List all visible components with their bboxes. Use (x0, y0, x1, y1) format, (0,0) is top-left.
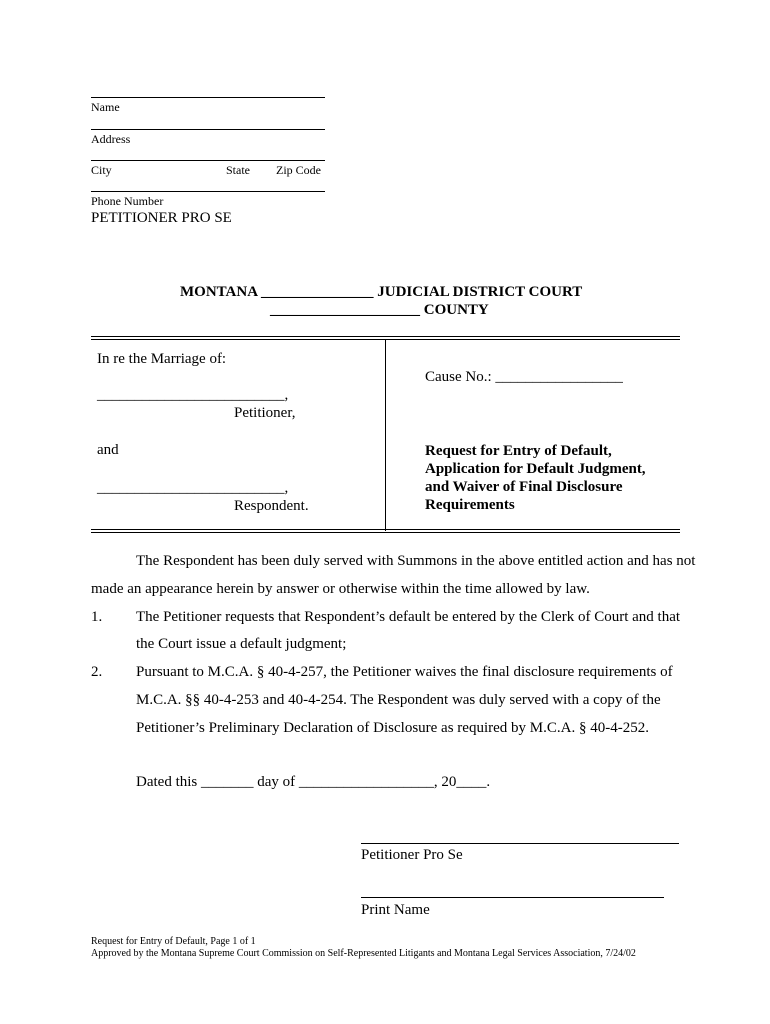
item-1-number: 1. (91, 609, 103, 625)
item-2-line-1: Pursuant to M.C.A. § 40-4-257, the Petitioner waives the final disclosure requirements of (136, 664, 673, 680)
dated-line: Dated this _______ day of __________________, 20____. (136, 774, 491, 790)
county-label: COUNTY (423, 302, 489, 318)
print-name-line (361, 897, 664, 898)
court-line-2 (270, 302, 489, 319)
doc-title-line-4: Requirements (425, 497, 515, 513)
doc-title-line-2: Application for Default Judgment, (425, 461, 646, 477)
zip-label: Zip Code (276, 163, 321, 177)
item-1-line-1: The Petitioner requests that Respondent’s default be entered by the Clerk of Court and that (136, 609, 681, 625)
phone-line (91, 191, 325, 192)
caption-divider (385, 340, 386, 531)
print-name-label: Print Name (361, 902, 430, 918)
respondent-blank: _________________________, (97, 480, 289, 496)
doc-title-line-3: and Waiver of Final Disclosure (425, 479, 623, 495)
caption-bottom-rule-2 (91, 532, 680, 533)
footer-approval: Approved by the Montana Supreme Court Commission on Self-Represented Litigants and Montana Legal Services Association, 7/24/02 (91, 948, 636, 959)
city-line (91, 160, 325, 161)
item-2-line-2: M.C.A. §§ 40-4-253 and 40-4-254. The Respondent was duly served with a copy of the (136, 692, 661, 708)
petitioner-signature-line (361, 843, 679, 844)
caption-bottom-rule-1 (91, 529, 680, 530)
item-1-line-2: the Court issue a default judgment; (136, 636, 347, 652)
footer-page-info: Request for Entry of Default, Page 1 of 1 (91, 936, 256, 947)
name-line (91, 97, 325, 98)
and-label: and (97, 442, 119, 458)
address-label: Address (91, 132, 131, 146)
petitioner-pro-se-label: Petitioner Pro Se (361, 847, 463, 863)
state-label: State (226, 163, 250, 177)
in-re-marriage: In re the Marriage of: (97, 351, 227, 367)
name-label: Name (91, 100, 120, 114)
intro-line-2: made an appearance herein by answer or otherwise within the time allowed by law. (91, 581, 590, 597)
intro-line-1: The Respondent has been duly served with Summons in the above entitled action and has not (136, 553, 696, 569)
montana-label: MONTANA (180, 284, 258, 300)
address-line (91, 129, 325, 130)
cause-number: Cause No.: _________________ (425, 369, 623, 385)
petitioner-blank: _________________________, (97, 387, 289, 403)
petitioner-pro-se-heading: PETITIONER PRO SE (91, 210, 232, 226)
doc-title-line-1: Request for Entry of Default, (425, 443, 612, 459)
item-2-number: 2. (91, 664, 103, 680)
city-label: City (91, 163, 112, 177)
petitioner-label: Petitioner, (234, 405, 296, 421)
phone-label: Phone Number (91, 194, 164, 208)
court-line-1 (180, 284, 582, 301)
item-2-line-3: Petitioner’s Preliminary Declaration of Disclosure as required by M.C.A. § 40-4-252. (136, 720, 649, 736)
district-blank: _______________ (260, 284, 374, 300)
respondent-label: Respondent. (234, 498, 309, 514)
judicial-district-court-label: JUDICIAL DISTRICT COURT (377, 284, 583, 300)
county-blank: ____________________ (270, 302, 420, 318)
caption-top-rule-1 (91, 336, 680, 337)
